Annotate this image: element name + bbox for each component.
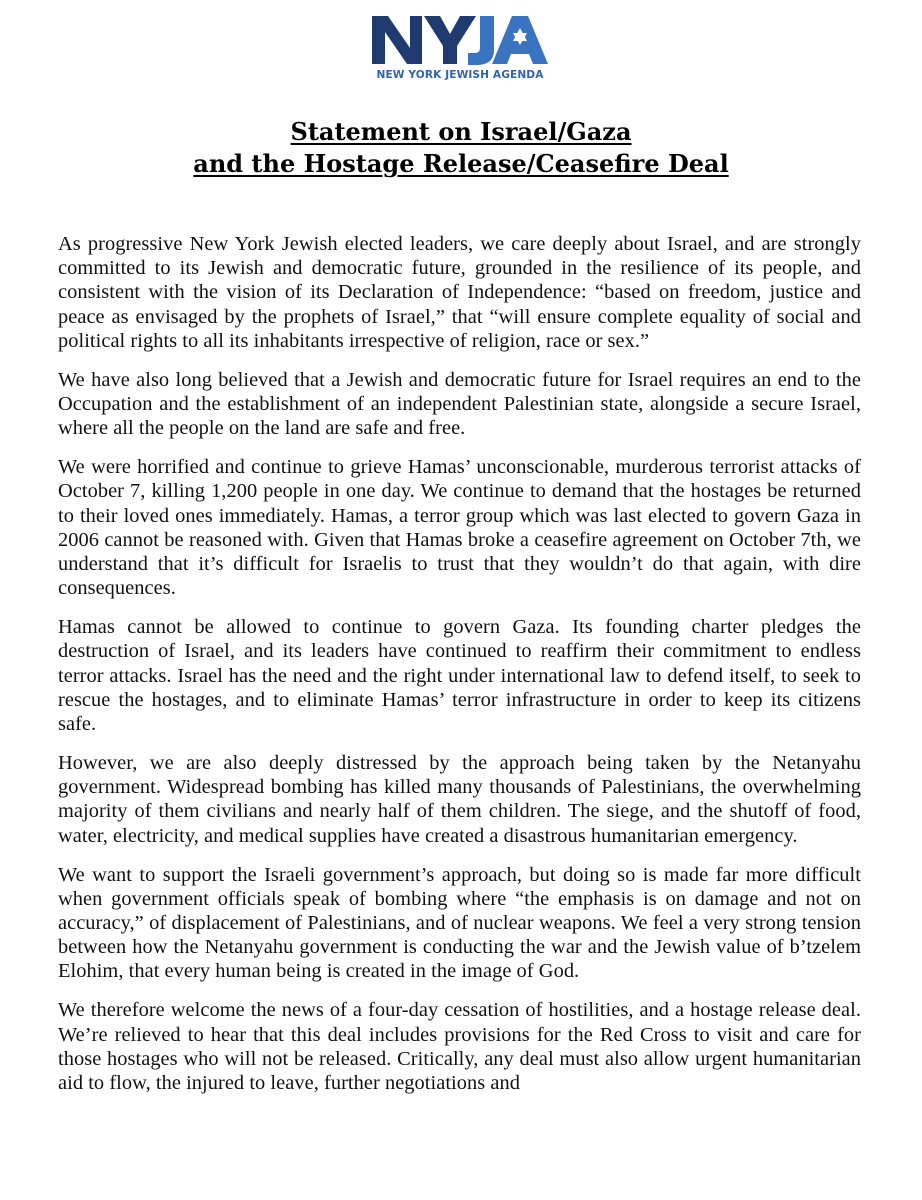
document-title xyxy=(0,116,922,180)
paragraph-tzelem-elohim: We want to support the Israeli government’s approach, but doing so is made far more difficult when government officials speak of bombing where “the emphasis is on damage and not on accuracy,” of displacement of Palestinians, and of nuclear weapons. We feel a very strong tension between how the Netanyahu government is conducting the war and the Jewish value of b’tzelem Elohim, that every human being is created in the image of God. xyxy=(58,863,861,983)
nyja-logo-letters xyxy=(370,14,550,66)
paragraph-hamas-governance: Hamas cannot be allowed to continue to govern Gaza. Its founding charter pledges the destruction of Israel, and its leaders have continued to reaffirm their commitment to endless terror attacks. Israel has the need and the right under international law to defend itself, to seek to rescue the hostages, and to eliminate Hamas’ terror infrastructure in order to keep its citizens safe. xyxy=(58,616,861,736)
nyja-logo xyxy=(370,14,550,84)
paragraph-two-state: We have also long believed that a Jewish and democratic future for Israel requires an end to the Occupation and the establishment of an independent Palestinian state, alongside a secure Israel, where all the people on the land are safe and free. xyxy=(58,368,861,440)
title-line-2: and the Hostage Release/Ceasefire Deal xyxy=(193,149,729,178)
title-line-1: Statement on Israel/Gaza xyxy=(290,117,632,146)
paragraph-humanitarian-concern: However, we are also deeply distressed by the approach being taken by the Netanyahu government. Widespread bombing has killed many thousands of Palestinians, the overwhelming majority of them civilians and nearly half of them children. The siege, and the shutoff of food, water, electricity, and medical supplies have created a disastrous humanitarian emergency. xyxy=(58,752,861,847)
paragraph-october-7: We were horrified and continue to grieve Hamas’ unconscionable, murderous terrorist attacks of October 7, killing 1,200 people in one day. We continue to demand that the hostages be returned to their loved ones immediately. Hamas, a terror group which was last elected to govern Gaza in 2006 cannot be reasoned with. Given that Hamas broke a ceasefire agreement on October 7th, we understand that it’s difficult for Israelis to trust that they wouldn’t do that again, with dire consequences. xyxy=(58,456,861,600)
document-body xyxy=(58,232,861,1110)
paragraph-ceasefire-welcome: We therefore welcome the news of a four-day cessation of hostilities, and a hostage release deal. We’re relieved to hear that this deal includes provisions for the Red Cross to visit and care for those hostages who will not be released. Critically, any deal must also allow urgent humanitarian aid to flow, the injured to leave, further negotiations and xyxy=(58,999,861,1095)
logo-subtitle: NEW YORK JEWISH AGENDA xyxy=(376,69,544,81)
paragraph-declaration: As progressive New York Jewish elected leaders, we care deeply about Israel, and are strongly committed to its Jewish and democratic future, grounded in the resilience of its people, and consistent with the vision of its Declaration of Independence: “based on freedom, justice and peace as envisaged by the prophets of Israel,” that “will ensure complete equality of social and political rights to all its inhabitants irrespective of religion, race or sex.” xyxy=(58,233,861,352)
